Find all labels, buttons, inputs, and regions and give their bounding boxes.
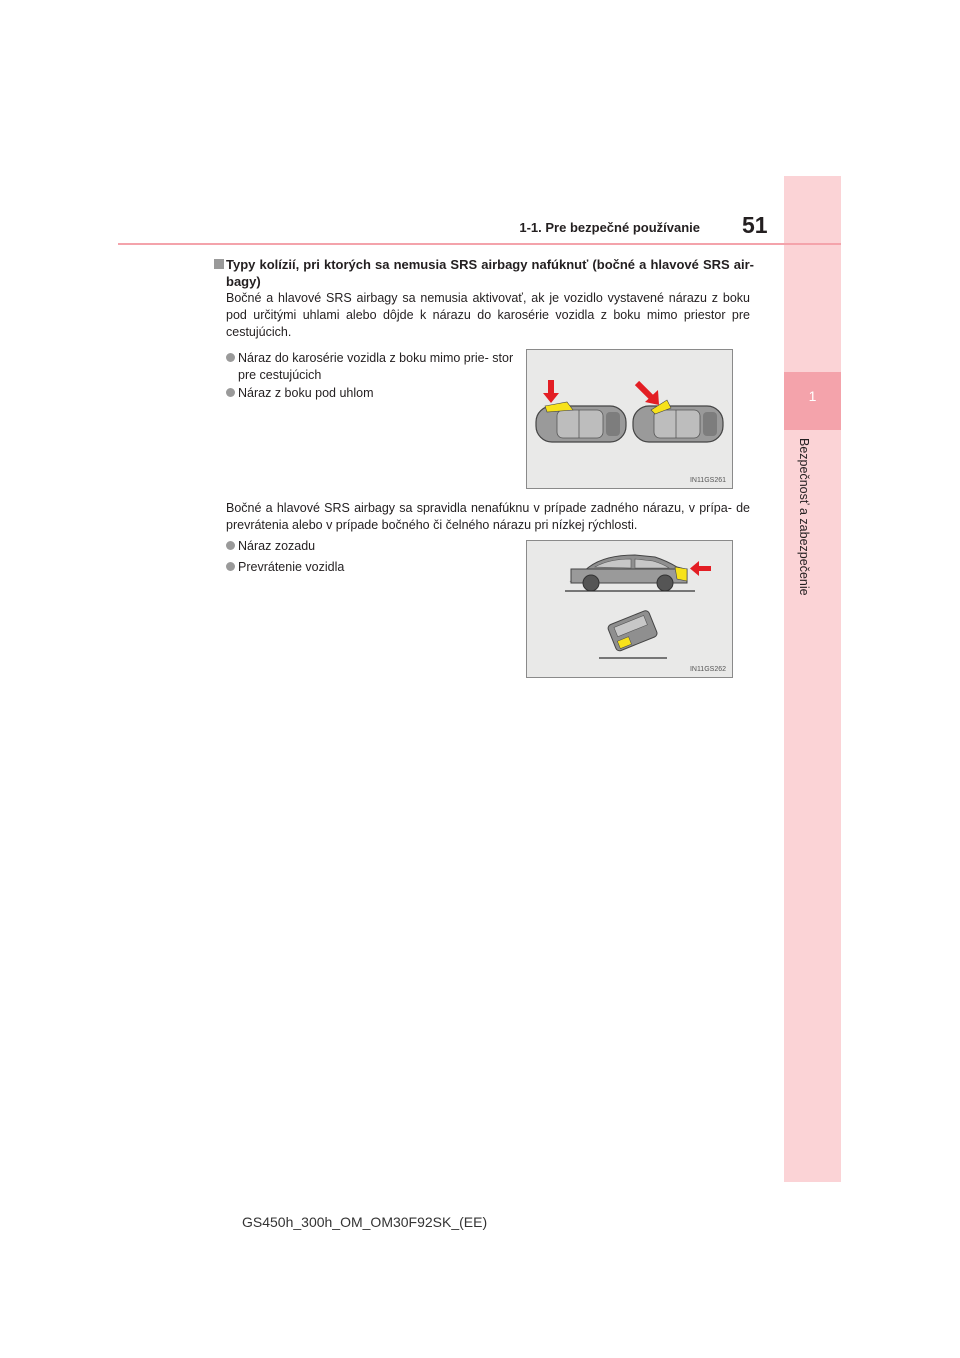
chapter-label: Bezpečnosť a zabezpečenie: [797, 438, 811, 596]
rollover-car: [607, 610, 658, 652]
rear-rollover-figure: [526, 540, 733, 678]
page-number: 51: [742, 212, 768, 238]
angled-impact-arrow-icon: [637, 383, 659, 405]
bullet-icon: [226, 388, 235, 397]
car-top-view-right: [633, 400, 723, 442]
list-item: Náraz zozadu: [226, 538, 516, 555]
list-item: Prevrátenie vozidla: [226, 559, 516, 576]
car-side-view: [571, 555, 687, 591]
square-bullet-icon: [214, 259, 224, 269]
header-divider: [118, 243, 841, 245]
chapter-number: 1: [808, 388, 817, 404]
chapter-number-box: [784, 372, 841, 430]
impact-arrow-icon: [543, 380, 559, 403]
rear-impact-arrow-icon: [690, 561, 711, 576]
side-impact-figure: [526, 349, 733, 489]
chapter-side-tab: [784, 176, 841, 1182]
bullet-icon: [226, 353, 235, 362]
list-item: Náraz z boku pod uhlom: [226, 385, 516, 402]
car-top-view-left: [536, 402, 626, 442]
figure-code: IN11GS261: [689, 477, 726, 484]
list-item: Náraz do karosérie vozidla z boku mimo prie- stor pre cestujúcich: [226, 350, 516, 384]
rear-rollover-paragraph: Bočné a hlavové SRS airbagy sa spravidla nenafúknu v prípade zadného nárazu, v prípa- de prevrátenia alebo v prípade bočného či čelného nárazu pri nízkej rýchlosti.: [226, 501, 750, 532]
document-id: GS450h_300h_OM_OM30F92SK_(EE): [242, 1214, 488, 1230]
bullet-icon: [226, 541, 235, 550]
rear-rollover-illustration: [527, 541, 732, 677]
side-impact-illustration: [527, 350, 732, 488]
section-heading: Typy kolízií, pri ktorých sa nemusia SRS airbagy nafúknuť (bočné a hlavové SRS air- bagy): [214, 256, 754, 290]
intro-paragraph: Bočné a hlavové SRS airbagy sa nemusia aktivovať, ak je vozidlo vystavené nárazu z boku pod určitými uhlami alebo dôjde k nárazu do karosérie vozidla z boku mimo priestor pre cestujúcich.: [226, 291, 750, 339]
figure-code: IN11GS262: [689, 666, 726, 673]
section-title: 1-1. Pre bezpečné používanie: [519, 220, 700, 235]
bullet-icon: [226, 562, 235, 571]
